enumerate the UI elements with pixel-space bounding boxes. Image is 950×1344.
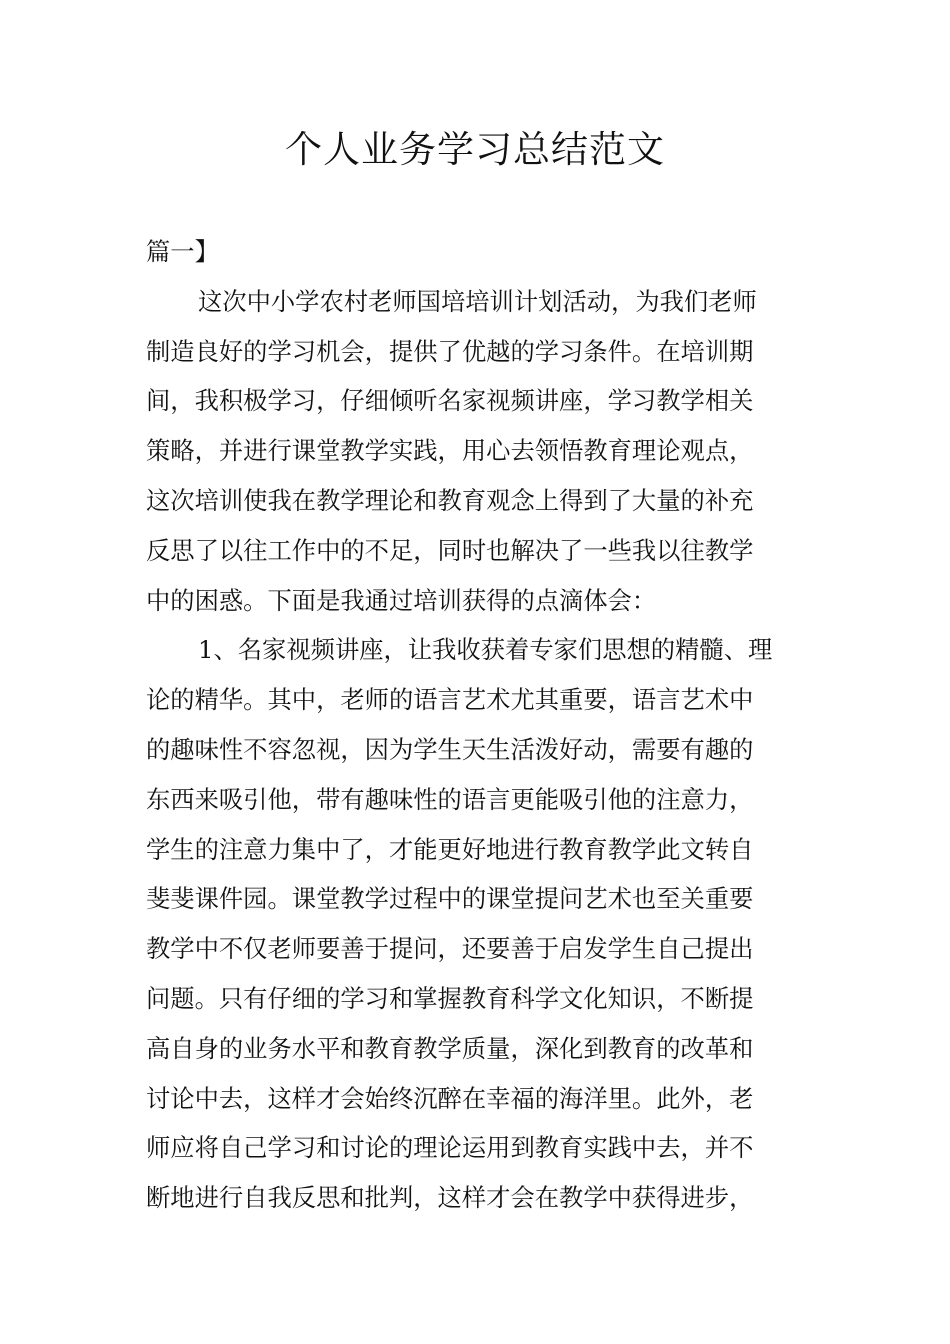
body-line: 东西来吸引他，带有趣味性的语言更能吸引他的注意力， <box>146 784 754 814</box>
body-line: 问题。只有仔细的学习和掌握教育科学文化知识，不断提 <box>146 983 754 1013</box>
body-line: 这次中小学农村老师国培培训计划活动，为我们老师 <box>198 286 757 316</box>
body-line: 论的精华。其中，老师的语言艺术尤其重要，语言艺术中 <box>146 685 754 715</box>
document-title: 个人业务学习总结范文 <box>285 128 665 171</box>
body-line: 的趣味性不容忽视，因为学生天生活泼好动，需要有趣的 <box>146 734 754 764</box>
body-line: 教学中不仅老师要善于提问，还要善于启发学生自己提出 <box>146 934 754 964</box>
body-line: 制造良好的学习机会，提供了优越的学习条件。在培训期 <box>146 336 754 366</box>
body-line: 反思了以往工作中的不足，同时也解决了一些我以往教学 <box>146 535 754 565</box>
body-line: 高自身的业务水平和教育教学质量，深化到教育的改革和 <box>146 1033 754 1063</box>
body-line: 学生的注意力集中了，才能更好地进行教育教学此文转自 <box>146 834 754 864</box>
body-line: 篇一】 <box>146 237 219 266</box>
body-line: 策略，并进行课堂教学实践，用心去领悟教育理论观点， <box>146 436 754 466</box>
body-line: 断地进行自我反思和批判，这样才会在教学中获得进步， <box>146 1183 754 1213</box>
body-line: 斐斐课件园。课堂教学过程中的课堂提问艺术也至关重要 <box>146 884 754 914</box>
body-line: 师应将自己学习和讨论的理论运用到教育实践中去，并不 <box>146 1133 754 1163</box>
body-line: 1、名家视频讲座，让我收获着专家们思想的精髓、理 <box>198 635 773 665</box>
document-body <box>146 227 806 1223</box>
body-line: 间，我积极学习，仔细倾听名家视频讲座，学习教学相关 <box>146 386 754 416</box>
body-line: 讨论中去，这样才会始终沉醉在幸福的海洋里。此外，老 <box>146 1083 754 1113</box>
body-line: 中的困惑。下面是我通过培训获得的点滴体会： <box>146 585 657 615</box>
body-line: 这次培训使我在教学理论和教育观念上得到了大量的补充 <box>146 485 754 515</box>
